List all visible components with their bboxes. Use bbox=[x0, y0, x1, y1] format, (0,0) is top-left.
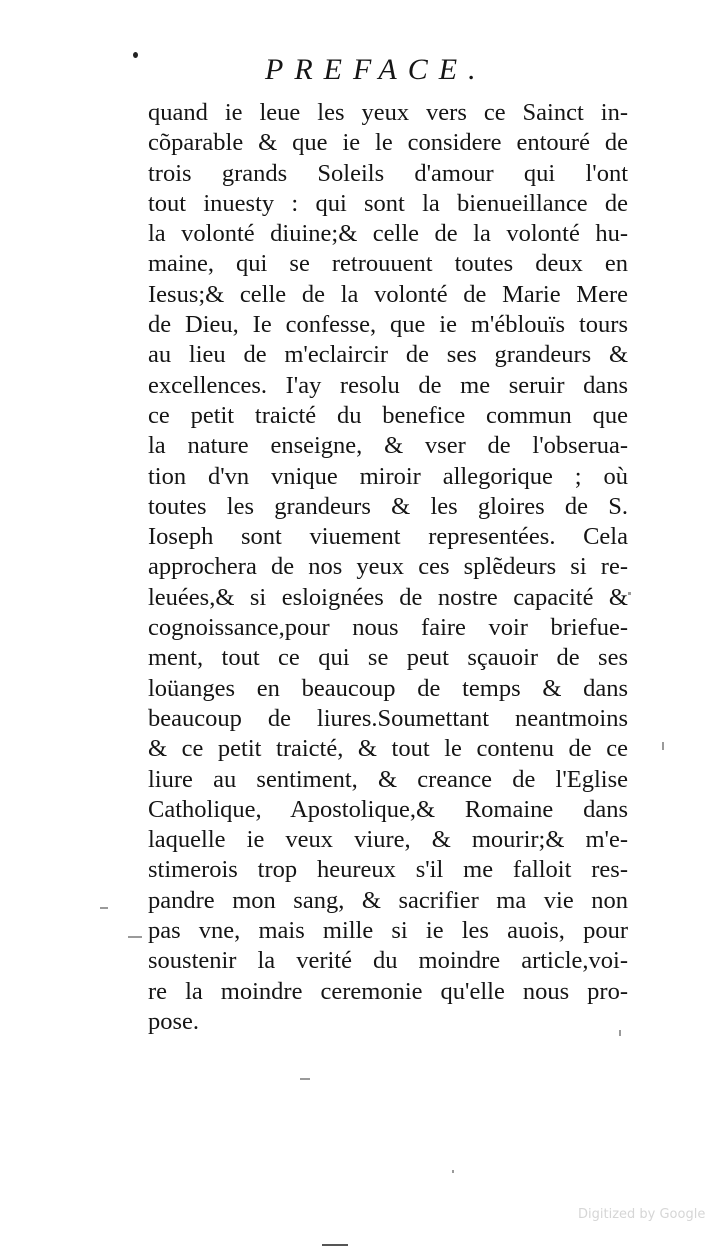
text-line: cõparable & que ie le considere entouré de bbox=[148, 129, 628, 157]
text-line: la volonté diuine;& celle de la volonté hu- bbox=[148, 220, 628, 248]
text-line: liure au sentiment, & creance de l'Eglise bbox=[148, 765, 628, 793]
text-line: ment, tout ce qui se peut sçauoir de ses bbox=[148, 644, 628, 672]
text-line: loüanges en beaucoup de temps & dans bbox=[148, 674, 628, 702]
paper-speck bbox=[128, 936, 142, 938]
bottom-rule bbox=[322, 1244, 348, 1246]
text-line: Ioseph sont viuement representées. Cela bbox=[148, 523, 628, 551]
text-line: trois grands Soleils d'amour qui l'ont bbox=[148, 159, 628, 187]
text-line: Iesus;& celle de la volonté de Marie Mere bbox=[148, 280, 628, 308]
text-line: tion d'vn vnique miroir allegorique ; où bbox=[148, 462, 628, 490]
text-line: cognoissance,pour nous faire voir briefue- bbox=[148, 614, 628, 642]
text-line: leuées,& si esloignées de nostre capacité & bbox=[148, 583, 628, 611]
text-line: de Dieu, Ie confesse, que ie m'éblouïs tours bbox=[148, 311, 628, 339]
paper-speck bbox=[628, 592, 631, 595]
ink-mark bbox=[133, 52, 138, 58]
text-line: excellences. I'ay resolu de me seruir dans bbox=[148, 371, 628, 399]
text-line: tout inuesty : qui sont la bienueillance de bbox=[148, 189, 628, 217]
text-line: pandre mon sang, & sacrifier ma vie non bbox=[148, 886, 628, 914]
running-head: PREFACE. bbox=[265, 53, 487, 86]
paper-speck bbox=[300, 1078, 310, 1080]
paper-speck bbox=[452, 1170, 454, 1173]
text-line: approchera de nos yeux ces splẽdeurs si re- bbox=[148, 553, 628, 581]
text-line: quand ie leue les yeux vers ce Sainct in- bbox=[148, 99, 628, 126]
paper-speck bbox=[662, 742, 664, 750]
text-line: maine, qui se retrouuent toutes deux en bbox=[148, 250, 628, 278]
body-text bbox=[148, 98, 628, 1037]
text-line: au lieu de m'eclaircir de ses grandeurs & bbox=[148, 341, 628, 369]
paper-speck bbox=[100, 907, 108, 909]
text-line: re la moindre ceremonie qu'elle nous pro- bbox=[148, 977, 628, 1005]
text-line: laquelle ie veux viure, & mourir;& m'e- bbox=[148, 826, 628, 854]
text-line: & ce petit traicté, & tout le contenu de ce bbox=[148, 735, 628, 763]
watermark: Digitized by Google bbox=[578, 1207, 706, 1222]
text-line: soustenir la verité du moindre article,voi- bbox=[148, 947, 628, 975]
text-line: beaucoup de liures.Soumettant neantmoins bbox=[148, 704, 628, 732]
text-line: Catholique, Apostolique,& Romaine dans bbox=[148, 795, 628, 823]
text-line: ce petit traicté du benefice commun que bbox=[148, 401, 628, 429]
paper-speck bbox=[619, 1030, 621, 1036]
text-line: pas vne, mais mille si ie les auois, pour bbox=[148, 917, 628, 945]
text-line: la nature enseigne, & vser de l'obserua- bbox=[148, 432, 628, 460]
text-line: toutes les grandeurs & les gloires de S. bbox=[148, 492, 628, 520]
text-line: stimerois trop heureux s'il me falloit res- bbox=[148, 856, 628, 884]
text-line: pose. bbox=[148, 1007, 200, 1035]
